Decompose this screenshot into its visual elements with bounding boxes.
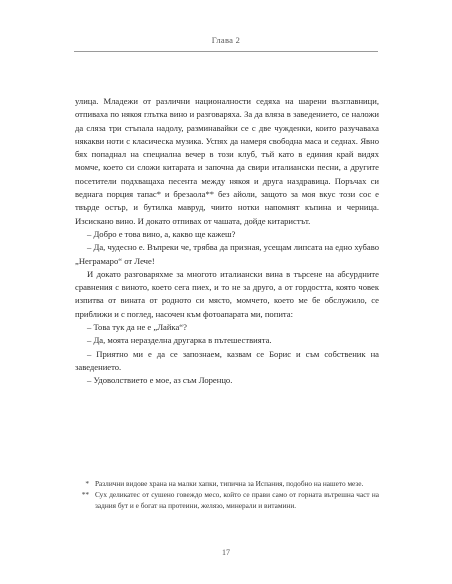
chapter-header: Глава 2 <box>211 35 241 45</box>
paragraph: – Добро е това вино, а, какво ще кажеш? <box>87 228 236 239</box>
body-text <box>75 95 379 388</box>
paragraph: И докато разговаряхме за многото италиански вина в търсене на абсурдните сравнения с виното, което сега пиех, и то не за друго, а от гордостта, която човек изпитва от вината от родното си място, момчето, което ме бе обслужило, се приближи и с поглед, насочен към фотоапарата ми, попита: <box>75 268 379 319</box>
paragraph: – Приятно ми е да се запознаем, казвам се Борис и съм собственик на заведението. <box>75 348 379 372</box>
footnote-text: Сух деликатес от сушено говеждо месо, който се прави само от горната вътрешна част на задния бут и е богат на протеини, желязо, минерали и витамини. <box>95 490 379 510</box>
paragraph: – Удоволствието е мое, аз съм Лоренцо. <box>87 375 233 386</box>
footnote <box>75 478 379 489</box>
paragraph: – Това тук да не е „Лайка“? <box>87 322 187 333</box>
paragraph: – Да, моята неразделна другарка в пътешествията. <box>87 335 272 346</box>
page-number: 17 <box>222 548 230 557</box>
header-divider <box>74 51 378 52</box>
footnote-text: Различни видове храна на малки хапки, типична за Испания, подобно на нашето мезе. <box>95 479 364 488</box>
footnotes <box>75 478 379 511</box>
footnote <box>75 489 379 511</box>
paragraph: улица. Младежи от различни националности седяха на шарени възглавници, отпиваха по някоя глътка вино и разговаряха. За да вляза в заведението, се наложи да сляза три стъпала надолу, разминавайки се с две чужденки, които разучаваха някакви ноти с класическа музика. Успях да намеря свободна маса и седнах. Явно бях попаднал на специална вечер в този клуб, тъй като в единия край видях момче, което си сложи китарата и започна да свири италиански песни, а другите посетители подхващаха песента между някоя и друга наздравица. Поръчах си веднага порция тапас* и брезаола** без айоли, защото за моя вкус този сос е твърде остър, и бутилка мавруд, чиито нотки напомнят къпина и черница. Изсискано вино. И докато отпивах от чашата, дойде китаристът. <box>75 96 379 226</box>
footnote-mark: * <box>85 479 89 488</box>
footnote-mark: ** <box>81 490 89 499</box>
paragraph: – Да, чудесно е. Въпреки че, трябва да призная, усещам липсата на едно хубаво „Неграмаро“ от Лече! <box>75 242 379 266</box>
